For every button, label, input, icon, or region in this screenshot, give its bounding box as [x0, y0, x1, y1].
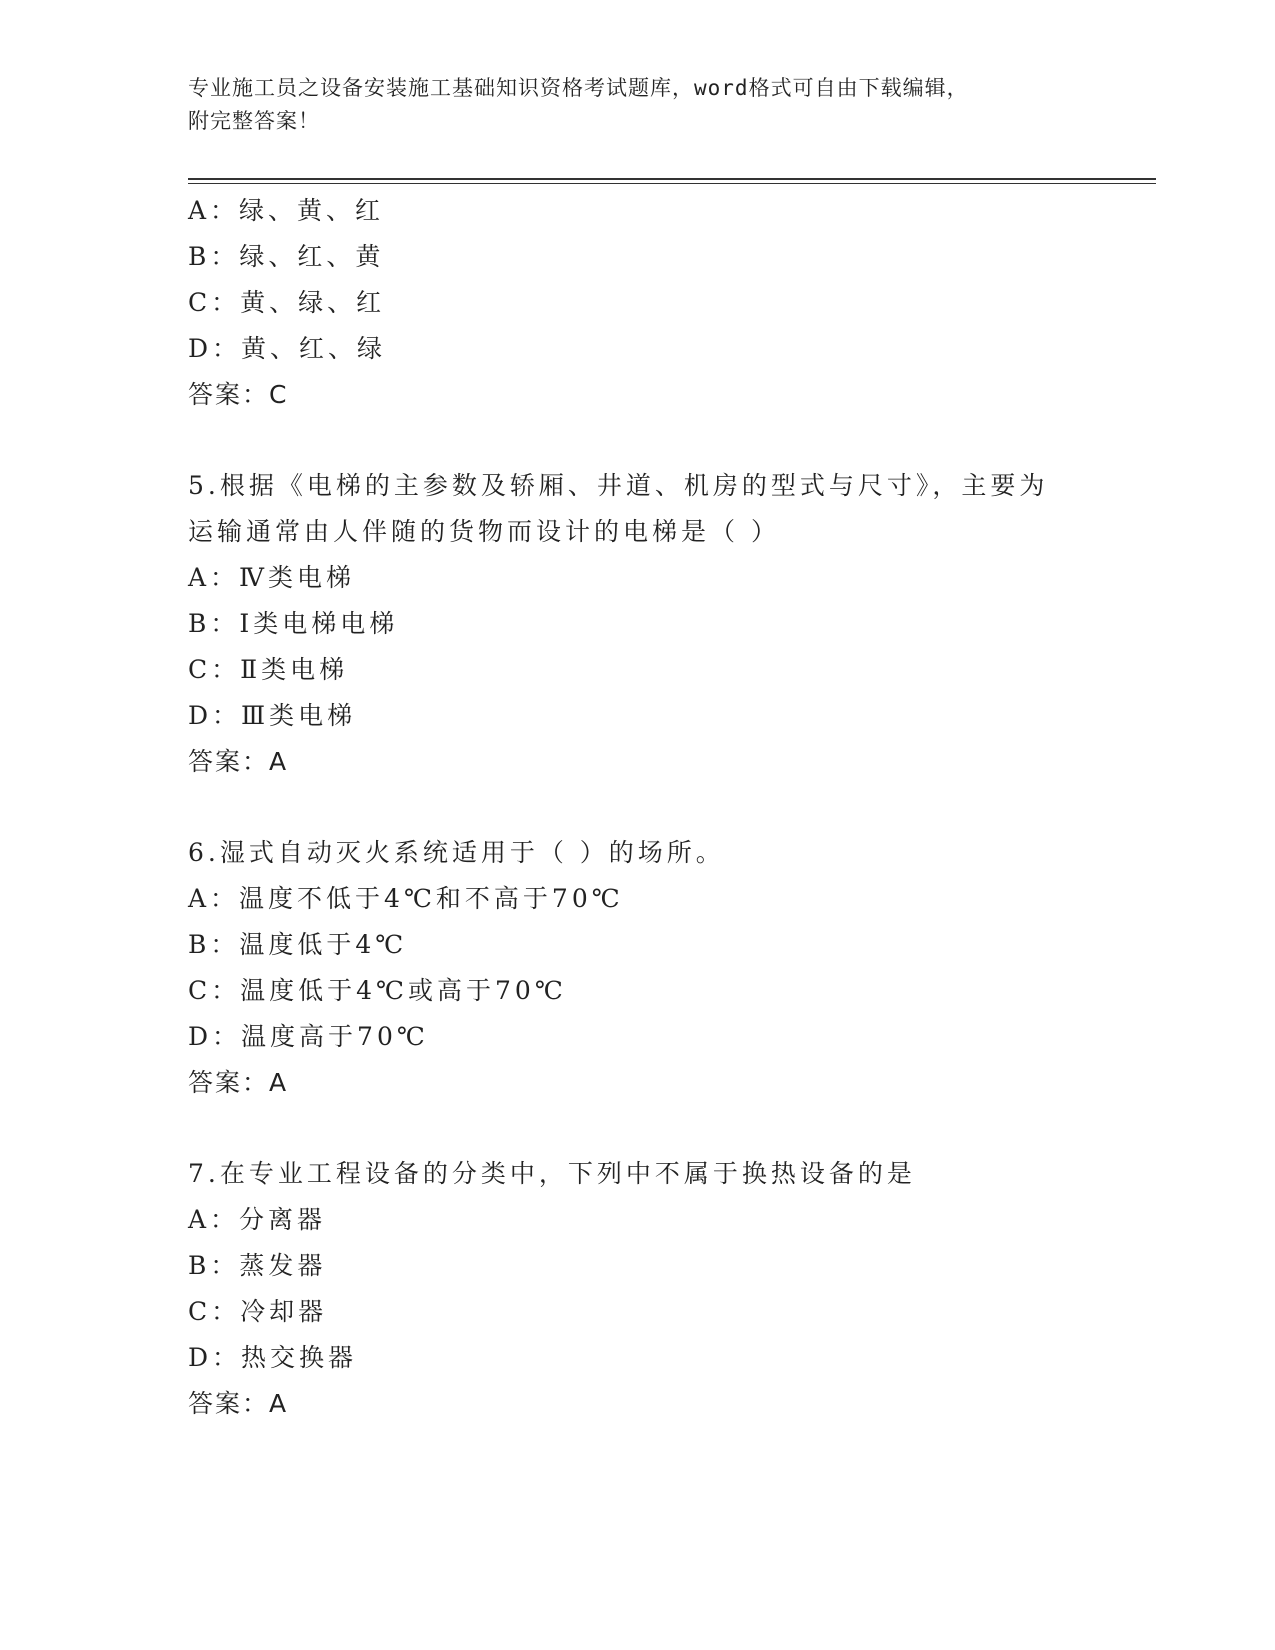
- question-4: [188, 188, 1148, 418]
- option-a: A：温度不低于4℃和不高于70℃: [188, 884, 624, 913]
- option-b: B：温度低于4℃: [188, 930, 408, 959]
- option-c: C：Ⅱ类电梯: [188, 655, 349, 684]
- option-a: A：绿、黄、红: [188, 196, 385, 225]
- question-5: [188, 463, 1148, 785]
- question-stem: 7.在专业工程设备的分类中，下列中不属于换热设备的是: [188, 1159, 916, 1188]
- header-divider-thin: [188, 183, 1156, 184]
- option-b: B：Ⅰ类电梯电梯: [188, 609, 399, 638]
- question-list: [188, 188, 1148, 1427]
- answer: 答案：A: [188, 1068, 289, 1097]
- question-stem: 6.湿式自动灭火系统适用于（ ）的场所。: [188, 838, 725, 867]
- question-6: [188, 830, 1148, 1106]
- option-d: D：黄、红、绿: [188, 334, 387, 363]
- answer: 答案：A: [188, 747, 289, 776]
- option-c: C：黄、绿、红: [188, 288, 386, 317]
- answer: 答案：C: [188, 380, 289, 409]
- option-d: D：Ⅲ类电梯: [188, 701, 357, 730]
- header-line-2: 附完整答案！: [188, 109, 320, 133]
- question-stem-continued: 运输通常由人伴随的货物而设计的电梯是（ ）: [188, 517, 780, 546]
- option-c: C：冷却器: [188, 1297, 328, 1326]
- header-divider-thick: [188, 178, 1156, 180]
- question-7: [188, 1151, 1148, 1427]
- option-b: B：绿、红、黄: [188, 242, 385, 271]
- option-c: C：温度低于4℃或高于70℃: [188, 976, 567, 1005]
- option-b: B：蒸发器: [188, 1251, 327, 1280]
- document-header: [188, 72, 1068, 138]
- option-a: A：Ⅳ类电梯: [188, 563, 356, 592]
- header-line-1: 专业施工员之设备安装施工基础知识资格考试题库，word格式可自由下载编辑，: [188, 76, 969, 100]
- answer: 答案：A: [188, 1389, 289, 1418]
- option-d: D：温度高于70℃: [188, 1022, 429, 1051]
- option-a: A：分离器: [188, 1205, 327, 1234]
- option-d: D：热交换器: [188, 1343, 358, 1372]
- question-stem: 5.根据《电梯的主参数及轿厢、井道、机房的型式与尺寸》，主要为: [188, 471, 1049, 500]
